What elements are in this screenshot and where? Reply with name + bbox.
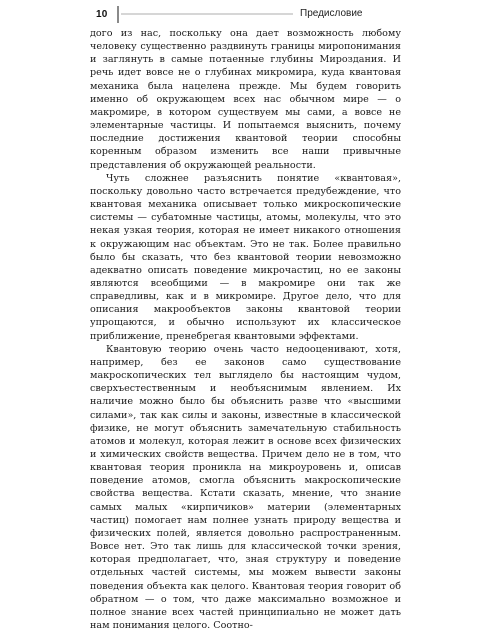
running-head: Предисловие [300,8,363,19]
body-text [90,27,401,632]
paragraph: дого из нас, поскольку она дает возможность любому человеку существенно раздвинуть границы миропонимания и заглянуть в самые потаенные глубины Мироздания. И речь идет вовсе не о глубинах микромира, куда квантовая механика была нацелена прежде. Мы будем говорить именно об окружающем всех нас обычном мире — о макромире, в котором существуем мы сами, а вовсе не элементарные частицы. И попытаемся выяснить, почему последние достижения квантовой теории способны коренным образом изменить все наши привычные представления об окружающей реальности. [90,28,401,171]
header-rule [121,13,293,15]
page-header [0,0,500,30]
page-number-divider [117,6,119,23]
paragraph: Чуть сложнее разъяснить понятие «квантовая», поскольку довольно часто встречается предубеждение, что квантовая механика описывает только микроскопические системы — субатомные частицы, атомы, молекулы, что это некая узкая теория, которая не имеет никакого отношения к окружающим нас объектам. Это не так. Более правильно было бы сказать, что без квантовой теории невозможно адекватно описать поведение микрочастиц, но ее законы являются всеобщими — в макромире они так же справедливы, как и в микромире. Другое дело, что для описания макрообъектов законы квантовой теории упрощаются, и обычно используют их классическое приближение, пренебрегая квантовыми эффектами. [90,172,401,342]
page-number: 10 [96,9,108,20]
paragraph: Квантовую теорию очень часто недооценивают, хотя, например, без ее законов само существование макроскопических тел выглядело бы настоящим чудом, сверхъестественным и необъяснимым явлением. Их наличие можно было бы объяснить разве что «высшими силами», так как силы и законы, известные в классической физике, не могут объяснить замечательную стабильность атомов и молекул, которая лежит в основе всех физических и химических свойств вещества. Причем дело не в том, что квантовая теория проникла на микроуровень и, описав поведение атомов, смогла объяснить макроскопические свойства вещества. Кстати сказать, мнение, что знание самых малых «кирпичиков» материи (элементарных частиц) помогает нам полнее узнать природу вещества и физических полей, является довольно распространенным. Вовсе нет. Это так лишь для классической точки зрения, которая предполагает, что, зная структуру и поведение отдельных частей системы, мы можем вывести законы поведения объекта как целого. Квантовая теория говорит об обратном — о том, что даже максимально возможное и полное знание всех частей принципиально не может дать нам понимания целого. Соотно- [90,343,401,632]
